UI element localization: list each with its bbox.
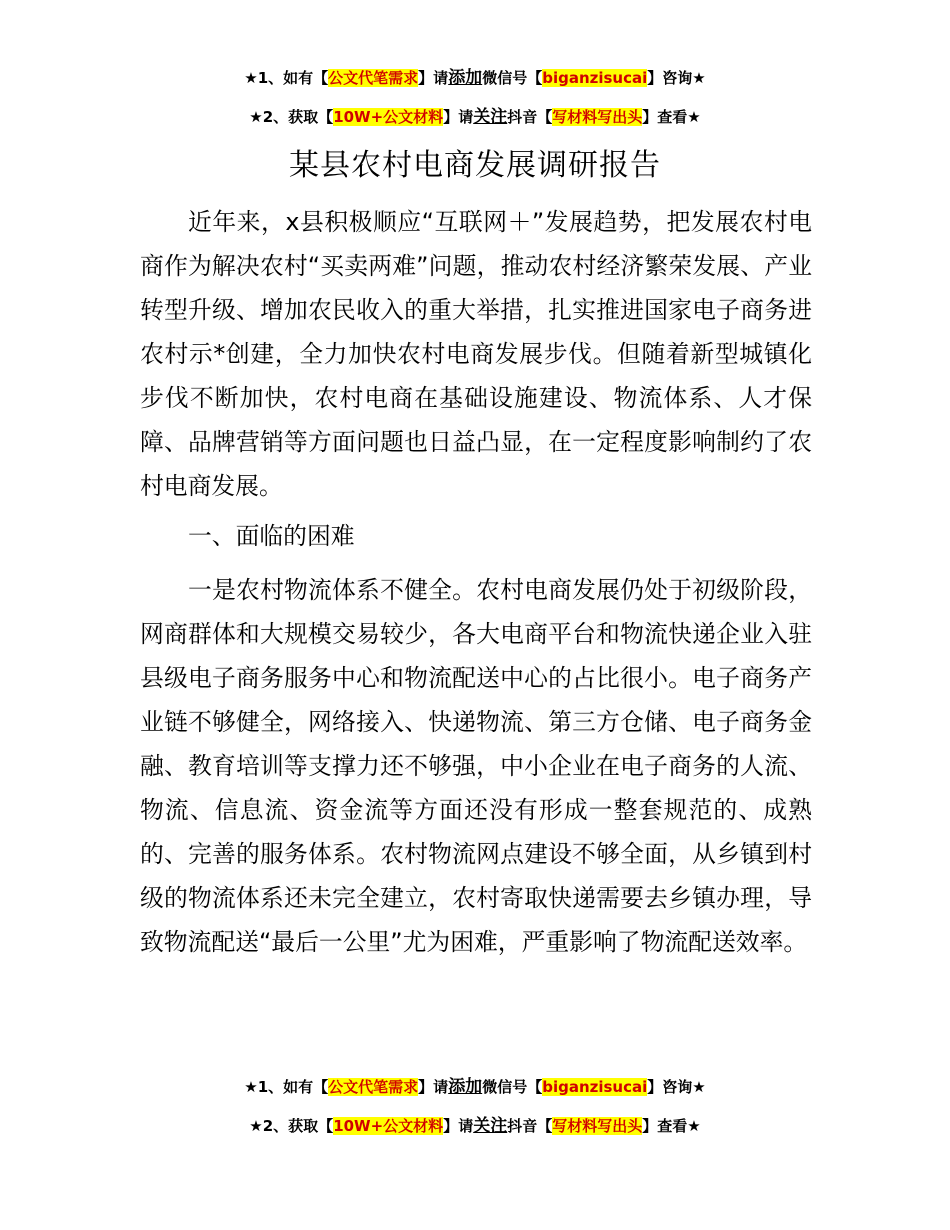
promo-suffix: 】查看★: [642, 108, 701, 126]
promo-highlight-wechat-id: biganzisucai: [542, 1078, 648, 1096]
promo-highlight-douyin-id: 写材料写出头: [552, 108, 643, 126]
promo-prefix: ★2、获取【: [249, 1117, 334, 1135]
promo-line-wechat-top: [0, 67, 950, 89]
promo-emphasis: 添加: [448, 68, 483, 88]
promo-highlight-service: 公文代笔需求: [328, 69, 419, 87]
promo-suffix: 】咨询★: [647, 1078, 706, 1096]
section-heading: 一、面临的困难: [188, 522, 355, 550]
promo-highlight-wechat-id: biganzisucai: [542, 69, 648, 87]
promo-text: 】请: [418, 69, 449, 87]
promo-prefix: ★1、如有【: [244, 69, 329, 87]
promo-text: 】请: [443, 1117, 474, 1135]
promo-highlight-materials: 10W+公文材料: [333, 108, 444, 126]
promo-line-douyin-bottom: [0, 1115, 950, 1137]
promo-prefix: ★1、如有【: [244, 1078, 329, 1096]
promo-line-wechat-bottom: [0, 1076, 950, 1098]
promo-highlight-materials: 10W+公文材料: [333, 1117, 444, 1135]
promo-text: 】请: [443, 108, 474, 126]
intro-paragraph: 近年来，x县积极顺应“互联网＋”发展趋势，把发展农村电商作为解决农村“买卖两难”问题，推动农村经济繁荣发展、产业转型升级、增加农民收入的重大举措，扎实推进国家电子商务进农村示*创建，全力加快农村电商发展步伐。但随着新型城镇化步伐不断加快，农村电商在基础设施建设、物流体系、人才保障、品牌营销等方面问题也日益凸显，在一定程度影响制约了农村电商发展。: [140, 208, 812, 500]
promo-text: 微信号【: [482, 1078, 543, 1096]
body-paragraph: 一是农村物流体系不健全。农村电商发展仍处于初级阶段，网商群体和大规模交易较少，各大电商平台和物流快递企业入驻县级电子商务服务中心和物流配送中心的占比很小。电子商务产业链不够健全，网络接入、快递物流、第三方仓储、电子商务金融、教育培训等支撑力还不够强，中小企业在电子商务的人流、物流、信息流、资金流等方面还没有形成一整套规范的、成熟的、完善的服务体系。农村物流网点建设不够全面，从乡镇到村级的物流体系还未完全建立，农村寄取快递需要去乡镇办理，导致物流配送“最后一公里”尤为困难，严重影响了物流配送效率。: [140, 576, 812, 956]
promo-text: 】请: [418, 1078, 449, 1096]
promo-prefix: ★2、获取【: [249, 108, 334, 126]
promo-emphasis: 关注: [473, 1116, 508, 1136]
promo-line-douyin-top: [0, 106, 950, 128]
promo-text: 抖音【: [507, 108, 553, 126]
promo-emphasis: 关注: [473, 107, 508, 127]
promo-text: 微信号【: [482, 69, 543, 87]
promo-text: 抖音【: [507, 1117, 553, 1135]
page-title: 某县农村电商发展调研报告: [289, 148, 661, 183]
promo-emphasis: 添加: [448, 1077, 483, 1097]
promo-highlight-douyin-id: 写材料写出头: [552, 1117, 643, 1135]
promo-suffix: 】咨询★: [647, 69, 706, 87]
promo-suffix: 】查看★: [642, 1117, 701, 1135]
promo-highlight-service: 公文代笔需求: [328, 1078, 419, 1096]
